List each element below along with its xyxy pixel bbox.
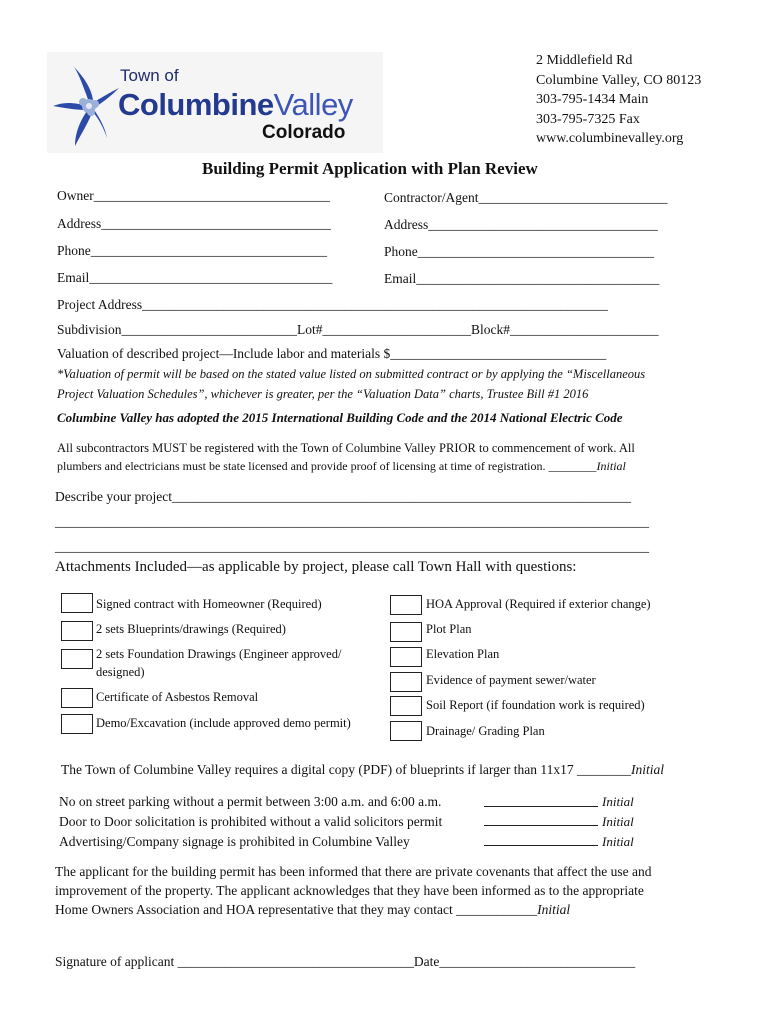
label-hoa-approval: HOA Approval (Required if exterior change) [426,597,651,611]
checkbox-asbestos[interactable] [61,688,93,708]
contractor-field[interactable]: Contractor/Agent____________________________ [384,190,668,205]
contractor-phone-field[interactable]: Phone___________________________________ [384,244,654,259]
valuation-note-1: *Valuation of permit will be based on the stated value listed on submitted contract or by applying the “Miscellaneous [57,367,646,381]
subcontractors-note-1: All subcontractors MUST be registered with the Town of Columbine Valley PRIOR to commencement of work. All [57,441,635,455]
columbine-flower-icon [51,60,121,150]
label-signed-contract: Signed contract with Homeowner (Required) [96,597,322,611]
parking-initial-line[interactable] [484,806,598,807]
checkbox-soil-report[interactable] [390,696,422,716]
label-foundation-drawings: 2 sets Foundation Drawings (Engineer approved/ [96,647,342,661]
checkbox-foundation-drawings[interactable] [61,649,93,669]
logo-town-of: Town of [120,66,179,85]
door-notice: Door to Door solicitation is prohibited without a valid solicitors permit [59,814,443,829]
pdf-notice-text: The Town of Columbine Valley requires a digital copy (PDF) of blueprints if larger than 11x17 ________ [61,762,631,777]
label-asbestos: Certificate of Asbestos Removal [96,690,259,704]
label-plot-plan: Plot Plan [426,622,472,636]
checkbox-hoa-approval[interactable] [390,595,422,615]
signage-initial-label: Initial [602,834,634,849]
valuation-note-2: Project Valuation Schedules”, whichever is greater, per the “Valuation Data” charts, Trustee Bill #1 2016 [57,387,589,401]
covenant-line-2: improvement of the property. The applicant acknowledges that they have been informed as to the appropriate [55,883,644,898]
owner-phone-field[interactable]: Phone___________________________________ [57,243,327,258]
website[interactable]: www.columbinevalley.org [536,131,684,146]
subcontractors-text: plumbers and electricians must be state licensed and provide proof of licensing at time of registration. ________ [57,459,597,473]
owner-email-field[interactable]: Email____________________________________ [57,270,333,285]
owner-field[interactable]: Owner___________________________________ [57,188,330,203]
checkbox-signed-contract[interactable] [61,593,93,613]
signage-initial-line[interactable] [484,845,598,846]
logo-columbine-valley [118,87,353,123]
fax: 303-795-7325 Fax [536,111,640,127]
project-address-field[interactable]: Project Address_____________________________________________________________________ [57,297,608,312]
door-initial-line[interactable] [484,825,598,826]
owner-address-field[interactable]: Address__________________________________ [57,216,331,231]
street: 2 Middlefield Rd [536,53,633,68]
phone-main: 303-795-1434 Main [536,92,649,107]
subcontractors-note-2 [57,459,626,474]
label-soil-report: Soil Report (if foundation work is required) [426,698,645,712]
covenant-line-3 [55,902,570,918]
address-block [536,51,701,149]
code-adopted-note: Columbine Valley has adopted the 2015 International Building Code and the 2014 National Electric Code [57,410,623,425]
signage-notice: Advertising/Company signage is prohibited in Columbine Valley [59,834,410,849]
describe-project-field[interactable]: Describe your project____________________________________________________________________ [55,489,631,504]
checkbox-blueprints[interactable] [61,621,93,641]
logo-valley: Valley [273,87,353,122]
parking-notice: No on street parking without a permit between 3:00 a.m. and 6:00 a.m. [59,794,442,809]
signature-date-field[interactable]: Signature of applicant ___________________________________Date_____________________________ [55,954,636,969]
checkbox-sewer-water[interactable] [390,672,422,692]
label-blueprints: 2 sets Blueprints/drawings (Required) [96,622,286,636]
label-drainage: Drainage/ Grading Plan [426,724,545,738]
door-initial-label: Initial [602,814,634,829]
checkbox-elevation-plan[interactable] [390,647,422,667]
contractor-address-field[interactable]: Address__________________________________ [384,217,658,232]
pdf-initial-label: Initial [630,762,664,777]
describe-line-2[interactable]: ________________________________________________________________________________________ [55,514,649,529]
city: Columbine Valley, CO 80123 [536,72,702,88]
subdivision-lot-block-field[interactable]: Subdivision__________________________Lot#______________________Block#______________________ [57,322,659,337]
label-foundation-drawings-2: designed) [96,665,145,679]
covenant-line-3-text: Home Owners Association and HOA representative that they may contact ____________ [55,902,538,917]
logo-columbine: Columbine [118,87,274,122]
pdf-notice [61,762,664,778]
checkbox-plot-plan[interactable] [390,622,422,642]
label-sewer-water: Evidence of payment sewer/water [426,673,596,687]
describe-line-3[interactable]: ________________________________________________________________________________________ [55,539,649,554]
label-demo-excavation: Demo/Excavation (include approved demo permit) [96,716,351,730]
covenant-initial-label: Initial [537,902,571,917]
contractor-email-field[interactable]: Email____________________________________ [384,271,660,286]
label-elevation-plan: Elevation Plan [426,647,500,661]
page-title: Building Permit Application with Plan Review [202,159,538,178]
checkbox-drainage[interactable] [390,721,422,741]
logo-colorado: Colorado [262,122,346,143]
valuation-field[interactable]: Valuation of described project—Include labor and materials $________________________________ [57,346,607,361]
initial-label: Initial [596,459,626,473]
parking-initial-label: Initial [602,794,634,809]
checkbox-demo-excavation[interactable] [61,714,93,734]
covenant-line-1: The applicant for the building permit has been informed that there are private covenants that affect the use and [55,864,652,879]
attachments-heading: Attachments Included—as applicable by project, please call Town Hall with questions: [55,559,577,575]
